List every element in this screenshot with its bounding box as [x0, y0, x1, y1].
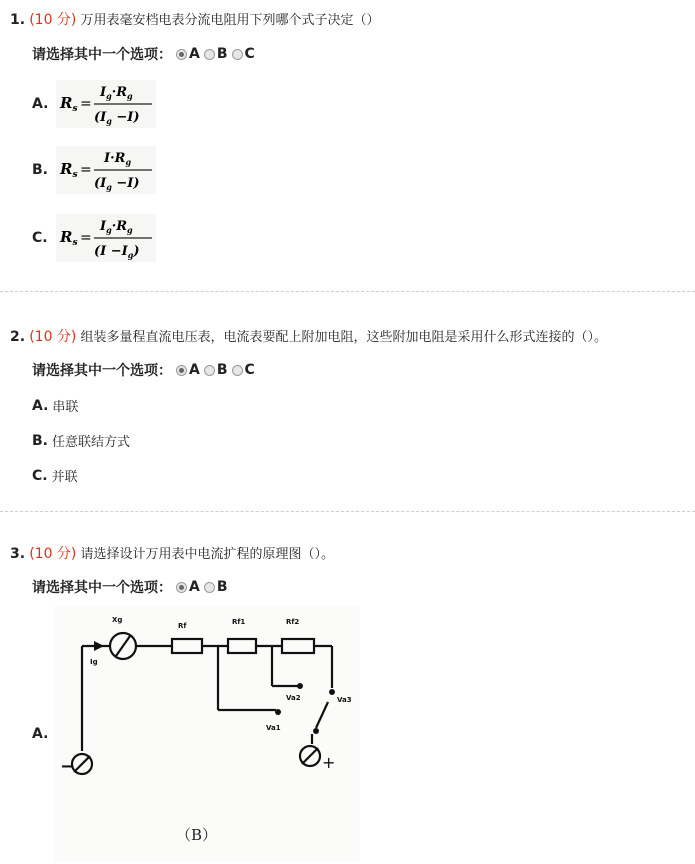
question-number: 2.: [10, 329, 26, 345]
radio-checked-icon[interactable]: [176, 49, 187, 60]
option-letter: B.: [32, 162, 48, 178]
choice-prompt: 请选择其中一个选项：: [32, 580, 172, 596]
label-va3: Va3: [337, 696, 352, 704]
q3-radio-a[interactable]: A: [176, 579, 200, 595]
radio-icon[interactable]: [204, 49, 215, 60]
formula-a: [56, 80, 156, 128]
radio-icon[interactable]: [204, 582, 215, 593]
divider: [0, 511, 695, 512]
label-minus: −: [60, 756, 76, 777]
radio-icon[interactable]: [232, 49, 243, 60]
q2-radio-c[interactable]: C: [232, 362, 255, 378]
q1-option-c: [32, 214, 156, 262]
question-1-choice-row: [32, 44, 255, 64]
q1-radio-c[interactable]: C: [232, 46, 255, 62]
formula-b: [56, 146, 156, 194]
label-rf2: Rf2: [286, 618, 300, 626]
label-current: Ig: [90, 658, 98, 666]
q2-radio-a[interactable]: A: [176, 362, 200, 378]
label-va2: Va2: [286, 694, 301, 702]
option-letter: C.: [32, 230, 48, 246]
question-number: 3.: [10, 546, 26, 562]
formula-denominator: $(I -I_g)$: [93, 244, 140, 260]
circuit-diagram: [54, 606, 360, 862]
question-text: 万用表毫安档电表分流电阻用下列哪个式子决定（）: [80, 13, 380, 28]
formula-lhs: $R_s$: [60, 160, 78, 180]
choice-prompt: 请选择其中一个选项：: [32, 47, 172, 63]
formula-eq: =: [79, 230, 92, 246]
question-score: (10 分): [29, 546, 77, 562]
formula-numerator: $I_g\cdot R_g$: [100, 85, 134, 101]
q2-option-c: C. 并联: [32, 467, 78, 485]
label-meter: Xg: [112, 616, 123, 624]
formula-eq: =: [80, 162, 92, 178]
label-plus: +: [322, 753, 336, 772]
divider: [0, 291, 695, 292]
radio-icon[interactable]: [204, 365, 215, 376]
label-rf: Rf: [178, 622, 187, 630]
q2-radio-b[interactable]: B: [204, 362, 228, 378]
question-3-choice-row: [32, 577, 228, 597]
formula-eq: =: [80, 96, 93, 112]
question-number: 1.: [10, 12, 26, 28]
diagram-caption: （B）: [176, 826, 218, 844]
formula-lhs: $R_s$: [60, 94, 78, 114]
q1-radio-b[interactable]: B: [204, 46, 228, 62]
q1-option-b: [32, 146, 156, 194]
choice-prompt: 请选择其中一个选项：: [32, 363, 172, 379]
formula-lhs: $R_s$: [59, 228, 78, 248]
q2-option-a: A. 串联: [32, 397, 79, 415]
option-letter: A.: [32, 96, 49, 112]
radio-checked-icon[interactable]: [176, 365, 187, 376]
label-va1: Va1: [266, 724, 281, 732]
formula-numerator: $I\cdot R_g$: [104, 151, 132, 167]
q1-radio-a[interactable]: A: [176, 46, 200, 62]
q2-option-b: B. 任意联结方式: [32, 432, 131, 450]
radio-icon[interactable]: [232, 365, 243, 376]
question-text: 请选择设计万用表中电流扩程的原理图（）。: [80, 547, 335, 562]
label-rf1: Rf1: [232, 618, 246, 626]
formula-c: [56, 214, 156, 262]
question-score: (10 分): [29, 12, 77, 28]
question-1-title: [10, 9, 380, 29]
q3-radio-b[interactable]: B: [204, 579, 228, 595]
formula-denominator: $(I_g -I)$: [94, 176, 140, 192]
q1-option-a: [32, 80, 156, 128]
question-score: (10 分): [29, 329, 77, 345]
q3-option-a-letter: A.: [32, 726, 49, 742]
question-3-title: [10, 543, 334, 563]
radio-checked-icon[interactable]: [176, 582, 187, 593]
question-2-title: [10, 326, 607, 346]
formula-numerator: $I_g\cdot R_g$: [99, 219, 133, 235]
formula-denominator: $(I_g -I)$: [94, 110, 140, 126]
question-text: 组装多量程直流电压表，电流表要配上附加电阻，这些附加电阻是采用什么形式连接的（）。: [80, 330, 608, 345]
question-2-choice-row: [32, 360, 255, 380]
